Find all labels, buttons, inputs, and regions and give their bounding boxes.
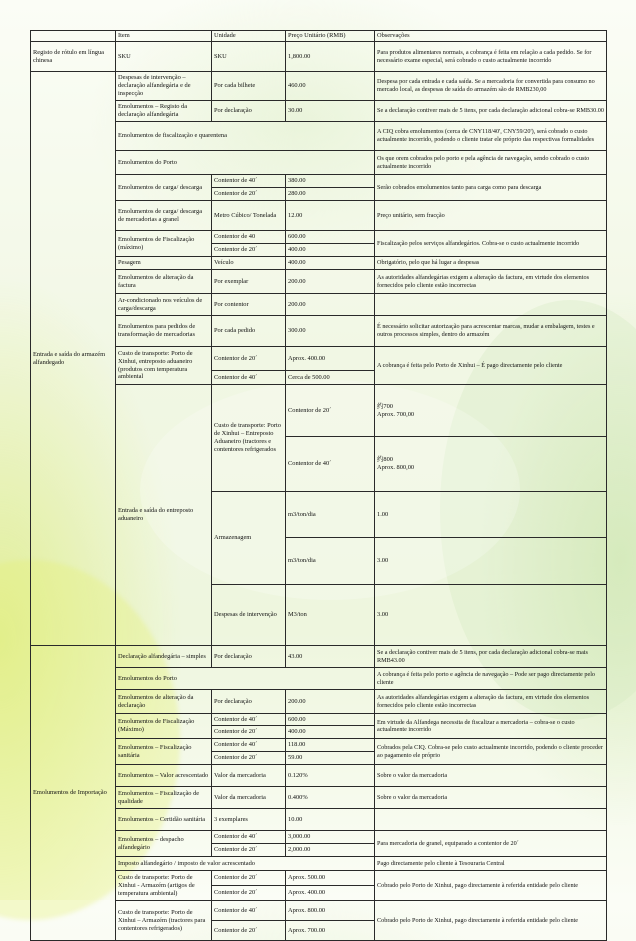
- table-row: [31, 175, 607, 188]
- price-cell: 280.00: [286, 188, 375, 201]
- obs-cell: Serão cobrados emolumentos tanto para carga como para descarga: [375, 175, 607, 201]
- price-cell: Aprox. 400.00: [286, 886, 375, 901]
- unit-cell: Contentor de 20´: [212, 886, 286, 901]
- item-cell: Imposto alfandegário / imposto de valor acrescentado: [116, 857, 375, 871]
- table-row: [31, 151, 607, 175]
- table-row: [31, 646, 607, 668]
- price-cell: Aprox. 500.00: [286, 871, 375, 886]
- price-cell: 3,000.00: [286, 831, 375, 844]
- table-row: [31, 714, 607, 726]
- table-row: [31, 831, 607, 844]
- item-cell: Custo de transporte: Porto de Xinhui - Armazém (artigos de temperatura ambiental): [116, 871, 212, 901]
- obs-cell: Cobrados pela CIQ. Cobra-se pelo custo actualmente incorrido, podendo o cliente proceder ao pagamento ele próprio: [375, 739, 607, 765]
- price-cell: 12.00: [286, 201, 375, 231]
- item-cell: Emolumentos – despacho alfandegário: [116, 831, 212, 857]
- unit-cell: Contentor de 40´: [212, 371, 286, 385]
- obs-cell: Pago directamente pelo cliente à Tesouraria Central: [375, 857, 607, 871]
- price-line: 约800: [377, 456, 393, 464]
- item-cell: Ar-condicionado nos veículos de carga/descarga: [116, 294, 212, 316]
- table-row: [31, 739, 607, 752]
- table-row: [31, 385, 607, 437]
- unit-cell: Metro Cúbico/ Tonelada: [212, 201, 286, 231]
- price-cell: 600.00: [286, 231, 375, 244]
- price-cell: 3.00: [375, 584, 607, 646]
- header-preco: Preço Unitário (RMB): [286, 31, 375, 42]
- table-row: [31, 901, 607, 921]
- unit-cell: Valor da mercadoria: [212, 765, 286, 787]
- price-cell: 600.00: [286, 714, 375, 726]
- item-cell: Despesas de intervenção: [212, 584, 286, 646]
- unit-cell: Contentor de 40: [212, 231, 286, 244]
- unit-cell: Contentor de 20´: [212, 244, 286, 257]
- price-cell: 400.00: [286, 244, 375, 257]
- unit-cell: Por exemplar: [212, 270, 286, 294]
- obs-cell: Para mercadoria de granel, equiparado a contentor de 20´: [375, 831, 607, 857]
- table-row: [31, 690, 607, 714]
- unit-cell: SKU: [212, 42, 286, 72]
- price-cell: 200.00: [286, 294, 375, 316]
- unit-cell: m3/ton/dia: [286, 491, 375, 537]
- unit-cell: Contentor de 20´: [212, 752, 286, 765]
- unit-cell: Por declaração: [212, 690, 286, 714]
- table-row: [31, 42, 607, 72]
- obs-cell: As autoridades alfandegárias exigem a alteração da factura, em virtude dos elementos fornecidos pelo cliente estão incorrectas: [375, 690, 607, 714]
- item-cell: Emolumentos do Porto: [116, 151, 375, 175]
- obs-cell: Sobre o valor da mercadoria: [375, 765, 607, 787]
- obs-cell: A CIQ cobra emolumentos (cerca de CNY118/40', CNY59/20'), será cobrado o custo actualmente incorrido, podendo o cliente tratar ele próprio das respectivas formalidades: [375, 122, 607, 151]
- unit-cell: Contentor de 40´: [212, 831, 286, 844]
- obs-cell: Cobrado pelo Porto de Xinhui, pago directamente à referida entidade pelo cliente: [375, 901, 607, 941]
- obs-cell: Se a declaração contiver mais de 5 itens, por cada declaração adicional cobra-se mais RMB43.00: [375, 646, 607, 668]
- unit-cell: Contentor de 40´: [212, 714, 286, 726]
- header-observacoes: Observações: [375, 31, 607, 42]
- table-row: [31, 871, 607, 886]
- table-row: [31, 270, 607, 294]
- item-cell: Custo de transporte: Porto de Xinhui – Armazém (tractores para contentores refrigerados): [116, 901, 212, 941]
- price-cell: 59.00: [286, 752, 375, 765]
- header-unidade: Unidade: [212, 31, 286, 42]
- unit-cell: Contentor de 40´: [212, 175, 286, 188]
- price-cell: 1.00: [375, 491, 607, 537]
- table-row: [31, 294, 607, 316]
- item-cell: Emolumentos de fiscalização e quarentena: [116, 122, 375, 151]
- unit-cell: 3 exemplares: [212, 809, 286, 831]
- obs-cell: [375, 809, 607, 831]
- price-cell: 400.00: [286, 257, 375, 270]
- unit-cell: Por cada bilhete: [212, 72, 286, 101]
- item-cell: Emolumentos para pedidos de transformação de mercadorias: [116, 316, 212, 347]
- table-row: [31, 316, 607, 347]
- unit-cell: Veículo: [212, 257, 286, 270]
- obs-cell: Fiscalização pelos serviços alfandegários. Cobra-se o custo actualmente incorrido: [375, 231, 607, 257]
- unit-cell: Por contentor: [212, 294, 286, 316]
- item-cell: Declaração alfandegária – simples: [116, 646, 212, 668]
- item-cell: Emolumentos de carga/ descarga: [116, 175, 212, 201]
- item-cell: Pesagem: [116, 257, 212, 270]
- table-row: [31, 857, 607, 871]
- price-cell: 0.120%: [286, 765, 375, 787]
- price-cell: 200.00: [286, 270, 375, 294]
- unit-cell: Valor da mercadoria: [212, 787, 286, 809]
- unit-cell: Por declaração: [212, 101, 286, 122]
- unit-cell: Contentor de 20´: [212, 871, 286, 886]
- unit-cell: M3/ton: [286, 584, 375, 646]
- section-label: Entrada e saída do entreposto aduaneiro: [116, 385, 212, 646]
- item-cell: Armazenagem: [212, 491, 286, 584]
- price-cell: 0.400%: [286, 787, 375, 809]
- obs-cell: Se a declaração contiver mais de 5 itens, por cada declaração adicional cobra-se RMB30.00: [375, 101, 607, 122]
- section-label: Emolumentos de Importação: [31, 646, 116, 941]
- price-cell: 400.00: [286, 726, 375, 739]
- unit-cell: Contentor de 20´: [212, 188, 286, 201]
- item-cell: SKU: [116, 42, 212, 72]
- price-cell: 300.00: [286, 316, 375, 347]
- obs-cell: [375, 294, 607, 316]
- unit-cell: Contentor de 40´: [212, 901, 286, 921]
- price-cell: 43.00: [286, 646, 375, 668]
- unit-cell: m3/ton/dia: [286, 538, 375, 584]
- table-row: [31, 809, 607, 831]
- item-cell: Emolumentos – Registo da declaração alfandegária: [116, 101, 212, 122]
- price-cell: 3.00: [375, 538, 607, 584]
- price-cell: 1,800.00: [286, 42, 375, 72]
- unit-cell: Contentor de 20´: [212, 726, 286, 739]
- unit-cell: Contentor de 20´: [286, 385, 375, 437]
- item-cell: Emolumentos do Porto: [116, 668, 375, 690]
- price-cell: [375, 437, 607, 492]
- table-row: [31, 231, 607, 244]
- price-cell: Aprox. 700.00: [286, 921, 375, 941]
- unit-cell: Contentor de 20´: [212, 844, 286, 857]
- obs-cell: Obrigatório, pelo que há lugar a despesas: [375, 257, 607, 270]
- table-row: [31, 668, 607, 690]
- unit-cell: Contentor de 20´: [212, 347, 286, 371]
- item-cell: Emolumentos de Fiscalização (Máximo): [116, 714, 212, 739]
- unit-cell: Contentor de 40´: [212, 739, 286, 752]
- table-header-row: [31, 31, 607, 42]
- obs-cell: A cobrança é feita pelo porto e agência de navegação – Pode ser pago directamente pelo cliente: [375, 668, 607, 690]
- obs-cell: Para produtos alimentares normais, a cobrança é feita em relação a cada pedido. Se for necessário exame especial, será cobrado o custo actualmente incorrido: [375, 42, 607, 72]
- price-cell: 30.00: [286, 101, 375, 122]
- table-row: [31, 122, 607, 151]
- section-label: Registo de rótulo em língua chinesa: [31, 42, 116, 72]
- price-cell: 10.00: [286, 809, 375, 831]
- item-cell: Emolumentos de alteração da declaração: [116, 690, 212, 714]
- obs-cell: Sobre o valor da mercadoria: [375, 787, 607, 809]
- table-row: [31, 201, 607, 231]
- price-table: [30, 30, 607, 941]
- obs-cell: Em virtude da Alfandega necessita de fiscalizar a mercadoria – cobra-se o custo actualmente incorrido: [375, 714, 607, 739]
- table-row: [31, 765, 607, 787]
- price-cell: 118.00: [286, 739, 375, 752]
- item-cell: Custo de transporte: Porto de Xinhui – Entreposto Aduaneiro (tractores e contentores refrigerados: [212, 385, 286, 492]
- obs-cell: Cobrado pelo Porto de Xinhui, pago directamente à referida entidade pelo cliente: [375, 871, 607, 901]
- price-line: Aprox. 800,00: [377, 464, 415, 472]
- obs-cell: Preço unitário, sem fracção: [375, 201, 607, 231]
- obs-cell: A cobrança é feita pelo Porto de Xinhui – É pago directamente pelo cliente: [375, 347, 607, 385]
- price-cell: [375, 385, 607, 437]
- item-cell: Emolumentos de Fiscalização (máximo): [116, 231, 212, 257]
- table-row: [31, 347, 607, 371]
- item-cell: Emolumentos – Certidão sanitária: [116, 809, 212, 831]
- item-cell: Despesas de intervenção – declaração alfandegária e de inspecção: [116, 72, 212, 101]
- header-empty: [31, 31, 116, 42]
- obs-cell: Os que orem cobrados pelo porto e pela agência de navegação, sendo cobrado o custo actualmente incorrido: [375, 151, 607, 175]
- table-row: [31, 101, 607, 122]
- unit-cell: Contentor de 20´: [212, 921, 286, 941]
- item-cell: Emolumentos – Fiscalização sanitária: [116, 739, 212, 765]
- obs-cell: É necessário solicitar autorização para acrescentar marcas, mudar a embalagem, testes e outros processos simples, dentro do armazém: [375, 316, 607, 347]
- unit-cell: Por cada pedido: [212, 316, 286, 347]
- price-cell: 380.00: [286, 175, 375, 188]
- item-cell: Emolumentos de alteração da factura: [116, 270, 212, 294]
- price-cell: 460.00: [286, 72, 375, 101]
- item-cell: Emolumentos – Fiscalização de qualidade: [116, 787, 212, 809]
- price-cell: Aprox. 400.00: [286, 347, 375, 371]
- item-cell: Emolumentos de carga/ descarga de mercadorias a granel: [116, 201, 212, 231]
- table-row: [31, 72, 607, 101]
- header-item: Item: [116, 31, 212, 42]
- obs-cell: As autoridades alfandegárias exigem a alteração da factura, em virtude dos elementos fornecidos pelo cliente estão incorrectas: [375, 270, 607, 294]
- table-row: [31, 257, 607, 270]
- unit-cell: Por declaração: [212, 646, 286, 668]
- price-cell: 200.00: [286, 690, 375, 714]
- table-row: [31, 787, 607, 809]
- unit-cell: Contentor de 40´: [286, 437, 375, 492]
- price-cell: Aprox. 800.00: [286, 901, 375, 921]
- price-cell: 2,000.00: [286, 844, 375, 857]
- price-cell: Cerca de 500.00: [286, 371, 375, 385]
- obs-cell: Despesa por cada entrada e cada saída. Se a mercadoria for convertida para consumo no mercado local, as despesas de saída do armazém são de RMB230,00: [375, 72, 607, 101]
- price-line: 约700: [377, 402, 393, 410]
- price-line: Aprox. 700,00: [377, 410, 415, 418]
- item-cell: Custo de transporte: Porto de Xinhui, entreposto aduaneiro (produtos com temperatura ambiental: [116, 347, 212, 385]
- section-label: Entrada e saída do armazém alfandegado: [31, 72, 116, 646]
- item-cell: Emolumentos – Valor acrescentado: [116, 765, 212, 787]
